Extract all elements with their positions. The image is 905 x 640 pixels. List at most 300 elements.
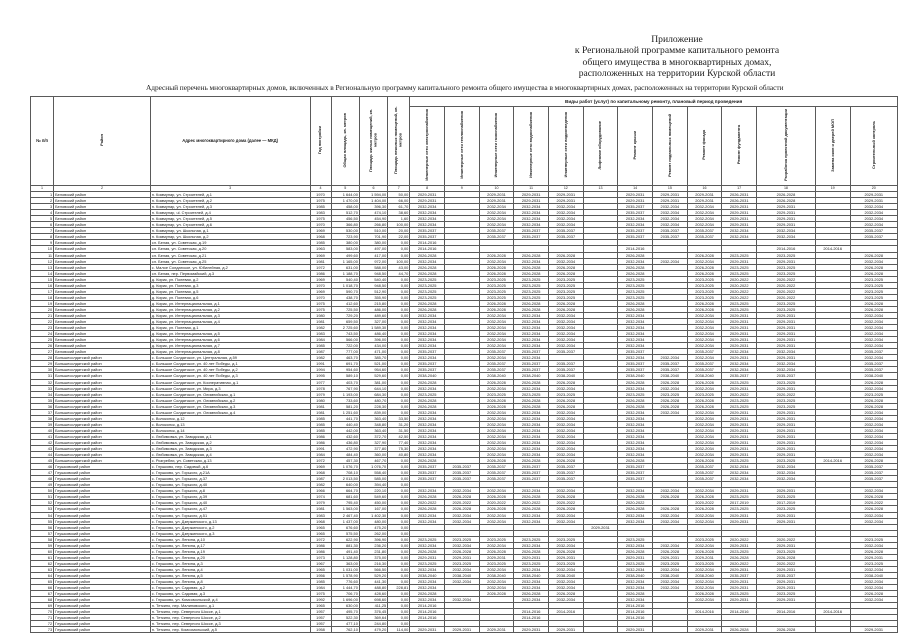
table-cell: 2032-2034 bbox=[757, 470, 816, 476]
table-cell: 2026-2028 bbox=[514, 403, 549, 409]
table-cell: 8 bbox=[31, 234, 54, 240]
table-cell: 2032-2034 bbox=[757, 349, 816, 355]
table-cell: 2029-2031 bbox=[618, 554, 653, 560]
table-cell: 2032-2034 bbox=[548, 421, 583, 427]
table-cell: 376,45 bbox=[359, 609, 387, 615]
table-cell: 2026-2028 bbox=[653, 506, 688, 512]
table-cell: 2032-2034 bbox=[687, 210, 722, 216]
table-cell: 2026-2028 bbox=[479, 591, 514, 597]
table-cell: 1985 bbox=[310, 427, 331, 433]
table-cell: Глушковский район bbox=[54, 524, 151, 530]
table-cell: 2032-2034 bbox=[514, 518, 549, 524]
table-cell: 2032-2034 bbox=[410, 337, 445, 343]
table-cell: 723,90 bbox=[331, 234, 359, 240]
table-cell: 2038-2040 bbox=[444, 573, 479, 579]
table-cell: 67 bbox=[31, 591, 54, 597]
table-cell: 1985 bbox=[310, 204, 331, 210]
table-cell: 2023-2025 bbox=[514, 560, 549, 566]
table-cell: 327,90 bbox=[359, 439, 387, 445]
table-cell: 9 bbox=[31, 240, 54, 246]
table-cell: 684,30 bbox=[359, 391, 387, 397]
table-cell: 2023-2025 bbox=[410, 391, 445, 397]
table-cell: 2014-2016 bbox=[410, 246, 445, 252]
table-cell: Беловский район bbox=[54, 270, 151, 276]
table-cell: 2032-2034 bbox=[410, 597, 445, 603]
table-cell: 2038-2040 bbox=[687, 373, 722, 379]
table-cell: 2014-2016 bbox=[410, 609, 445, 615]
table-cell: 2035-2037 bbox=[410, 361, 445, 367]
table-cell: 2029-2031 bbox=[722, 488, 757, 494]
table-cell: 2026-2028 bbox=[514, 270, 549, 276]
table-cell: 2029-2031 bbox=[410, 554, 445, 560]
table-cell: 2032-2034 bbox=[410, 452, 445, 458]
table-cell: Беловский район bbox=[54, 306, 151, 312]
table-cell: 77,40 bbox=[388, 439, 410, 445]
table-cell: 2029-2031 bbox=[722, 210, 757, 216]
table-cell: 2032-2034 bbox=[548, 385, 583, 391]
table-cell: 2038-2040 bbox=[410, 373, 445, 379]
table-cell: 2023-2025 bbox=[479, 282, 514, 288]
table-cell: 363,40 bbox=[359, 415, 387, 421]
table-cell: 434,00 bbox=[359, 343, 387, 349]
table-cell: 1982 bbox=[310, 482, 331, 488]
table-cell: 463,70 bbox=[331, 355, 359, 361]
table-cell: 2035-2037 bbox=[514, 476, 549, 482]
table-cell: 2032-2034 bbox=[548, 585, 583, 591]
table-cell: 2032-2034 bbox=[687, 355, 722, 361]
table-cell: 441,70 bbox=[331, 415, 359, 421]
table-cell: 2026-2028 bbox=[410, 306, 445, 312]
table-cell: 2023-2025 bbox=[757, 270, 816, 276]
table-cell: 1985 bbox=[310, 240, 331, 246]
table-cell: 21 bbox=[31, 312, 54, 318]
table-cell: 2023-2025 bbox=[722, 300, 757, 306]
table-cell: 2029-2031 bbox=[757, 331, 816, 337]
table-cell: 2032-2034 bbox=[618, 446, 653, 452]
table-cell: 1974 bbox=[310, 494, 331, 500]
table-cell: 2029-2031 bbox=[722, 452, 757, 458]
table-cell: 2035-2037 bbox=[479, 234, 514, 240]
table-cell: 2032-2034 bbox=[444, 597, 479, 603]
table-cell: 375,00 bbox=[359, 554, 387, 560]
table-cell: Беловский район bbox=[54, 222, 151, 228]
table-cell: 698,60 bbox=[359, 597, 387, 603]
table-cell: 2032-2034 bbox=[514, 319, 549, 325]
table-cell: 1957 bbox=[310, 615, 331, 621]
table-cell: 2029-2031 bbox=[722, 597, 757, 603]
table-cell: Глушковский район bbox=[54, 579, 151, 585]
table-cell: 2029-2031 bbox=[722, 312, 757, 318]
table-cell: 2023-2025 bbox=[410, 294, 445, 300]
table-cell: 2026-2028 bbox=[410, 494, 445, 500]
table-cell: 2032-2034 bbox=[850, 319, 897, 325]
table-cell: 2026-2028 bbox=[687, 591, 722, 597]
table-cell: 2032-2034 bbox=[687, 331, 722, 337]
table-cell: 2026-2031 bbox=[722, 198, 757, 204]
table-cell: 2023-2025 bbox=[618, 391, 653, 397]
table-cell: 2029-2031 bbox=[722, 258, 757, 264]
table-cell: 2014-2016 bbox=[514, 615, 549, 621]
table-cell: 1986 bbox=[310, 542, 331, 548]
table-cell: 2 467,40 bbox=[331, 512, 359, 518]
table-cell: 2026-2028 bbox=[479, 506, 514, 512]
header-design-docs: Разработка проектной документации bbox=[757, 107, 816, 186]
table-cell: 2032-2034 bbox=[687, 518, 722, 524]
table-cell: 2035-2037 bbox=[687, 476, 722, 482]
table-cell: 2026-2028 bbox=[850, 270, 897, 276]
table-cell: 1970 bbox=[310, 282, 331, 288]
column-number: 19 bbox=[815, 186, 850, 192]
table-cell: 2035-2037 bbox=[548, 367, 583, 373]
table-cell: 0,00 bbox=[388, 458, 410, 464]
table-cell: 2032-2034 bbox=[479, 585, 514, 591]
table-cell: 480,70 bbox=[359, 397, 387, 403]
table-cell: 1 470,00 bbox=[331, 198, 359, 204]
table-cell: 2032-2034 bbox=[618, 542, 653, 548]
table-cell: 2032-2034 bbox=[548, 439, 583, 445]
table-cell: 2038-2040 bbox=[653, 573, 688, 579]
table-cell: 2026-2028 bbox=[479, 270, 514, 276]
table-cell: 228,30 bbox=[359, 403, 387, 409]
table-cell: 0,00 bbox=[388, 494, 410, 500]
table-cell: 0,00 bbox=[388, 530, 410, 536]
table-cell: 2023-2025 bbox=[722, 403, 757, 409]
table-cell: Беловский район bbox=[54, 312, 151, 318]
table-cell: 2023-2025 bbox=[548, 288, 583, 294]
table-cell: с. Волоконск, д.13 bbox=[150, 421, 310, 427]
table-cell: 2038-2040 bbox=[850, 573, 897, 579]
table-cell: 2026-2028 bbox=[410, 270, 445, 276]
table-cell: 2035-2037 bbox=[479, 361, 514, 367]
table-cell: 2014-2016 bbox=[815, 246, 850, 252]
table-cell: 2026-2028 bbox=[618, 306, 653, 312]
table-cell: 369,64 bbox=[359, 615, 387, 621]
table-cell: 2035-2037 bbox=[548, 361, 583, 367]
table-cell: 2032-2034 bbox=[548, 452, 583, 458]
table-cell: 51 bbox=[31, 494, 54, 500]
table-cell: 2032-2034 bbox=[410, 343, 445, 349]
table-cell: 244,80 bbox=[359, 621, 387, 627]
table-cell: 49 bbox=[31, 482, 54, 488]
table-cell: Беловский район bbox=[54, 246, 151, 252]
table-cell: 34 bbox=[31, 391, 54, 397]
table-cell: 2026-2028 bbox=[757, 192, 816, 198]
table-cell: 2038-2040 bbox=[410, 573, 445, 579]
table-cell: п. Коммунар, ул. Строителей, д.3 bbox=[150, 204, 310, 210]
table-cell: 2023-2025 bbox=[479, 391, 514, 397]
table-cell: 691,70 bbox=[331, 361, 359, 367]
table-cell: 2032-2034 bbox=[850, 427, 897, 433]
table-cell: 0,00 bbox=[388, 240, 410, 246]
table-cell: 2032-2034 bbox=[850, 204, 897, 210]
table-cell: 2029-2031 bbox=[757, 512, 816, 518]
table-cell: 2032-2034 bbox=[850, 542, 897, 548]
table-cell: 2032-2034 bbox=[444, 566, 479, 572]
table-cell: 0,00 bbox=[388, 300, 410, 306]
table-cell: 729,20 bbox=[331, 312, 359, 318]
table-cell: 2026-2028 bbox=[618, 252, 653, 258]
table-cell: 2032-2034 bbox=[687, 579, 722, 585]
table-cell: 2035-2037 bbox=[548, 234, 583, 240]
table-cell: 2032-2034 bbox=[687, 319, 722, 325]
table-cell: 2023-2025 bbox=[514, 294, 549, 300]
table-cell: 30 bbox=[31, 367, 54, 373]
table-cell: 1981 bbox=[310, 319, 331, 325]
table-cell: 2026-2028 bbox=[850, 591, 897, 597]
table-cell: 2035-2037 bbox=[514, 349, 549, 355]
table-cell: 2026-2028 bbox=[479, 264, 514, 270]
table-cell: 2026-2028 bbox=[687, 403, 722, 409]
table-cell bbox=[815, 627, 850, 633]
table-cell: 2029-2031 bbox=[618, 192, 653, 198]
table-cell: 2032-2034 bbox=[479, 512, 514, 518]
table-cell: 2023-2025 bbox=[722, 306, 757, 312]
table-cell: 2020-2022 bbox=[757, 294, 816, 300]
table-cell: 2026-2028 bbox=[548, 270, 583, 276]
table-cell: 0,00 bbox=[388, 349, 410, 355]
column-number: 3 bbox=[150, 186, 310, 192]
table-cell: 2032-2034 bbox=[410, 542, 445, 548]
table-cell: Глушковский район bbox=[54, 470, 151, 476]
header-electric: Инженерные сети электроснабжения bbox=[410, 107, 445, 186]
table-cell: 1963 bbox=[310, 246, 331, 252]
table-cell: 2032-2034 bbox=[444, 542, 479, 548]
table-cell: 2032-2034 bbox=[687, 427, 722, 433]
table-cell: 380,00 bbox=[331, 240, 359, 246]
table-cell: 2032-2034 bbox=[618, 439, 653, 445]
table-cell: 2020-2022 bbox=[722, 294, 757, 300]
table-cell: 2032-2034 bbox=[514, 343, 549, 349]
table-cell: 2029-2031 bbox=[757, 312, 816, 318]
table-cell: 2032-2034 bbox=[410, 312, 445, 318]
table-cell: с. Глушково, ул. Комсомольской, д.4 bbox=[150, 597, 310, 603]
table-cell: 2032-2034 bbox=[548, 488, 583, 494]
table-cell: 2035-2037 bbox=[618, 349, 653, 355]
table-cell: 2020-2022 bbox=[757, 391, 816, 397]
table-cell: Глушковский район bbox=[54, 615, 151, 621]
table-cell: 529,20 bbox=[359, 573, 387, 579]
table-cell: 31 bbox=[31, 373, 54, 379]
table-cell: 2026-2028 bbox=[618, 300, 653, 306]
table-cell: 2029-2031 bbox=[548, 192, 583, 198]
header-area: Общая площадь, кв. метров bbox=[331, 97, 359, 186]
table-cell: Беловский район bbox=[54, 319, 151, 325]
table-cell: 486,00 bbox=[359, 306, 387, 312]
table-cell: 2032-2034 bbox=[618, 312, 653, 318]
table-cell: 2014-2016 bbox=[618, 603, 653, 609]
table-cell: 18 bbox=[31, 294, 54, 300]
table-cell: 0,00 bbox=[388, 403, 410, 409]
table-cell: 2026-2028 bbox=[514, 591, 549, 597]
table-cell: 1986 bbox=[310, 270, 331, 276]
table-cell: 2032-2034 bbox=[687, 488, 722, 494]
table-cell: 458,00 bbox=[331, 204, 359, 210]
table-cell: 2035-2037 bbox=[687, 349, 722, 355]
table-cell: 2026-2028 bbox=[410, 591, 445, 597]
table-cell: 2020-2022 bbox=[722, 391, 757, 397]
table-cell: 2029-2031 bbox=[722, 518, 757, 524]
table-cell: 1956 bbox=[310, 573, 331, 579]
table-cell: 2026-2028 bbox=[444, 506, 479, 512]
column-number: 17 bbox=[722, 186, 757, 192]
table-cell: 2032-2034 bbox=[653, 210, 688, 216]
table-cell: 2029-2031 bbox=[410, 192, 445, 198]
table-cell: с. Глушково, ул. Садовая, д.3 bbox=[150, 591, 310, 597]
table-cell: 2032-2034 bbox=[548, 337, 583, 343]
table-cell: 377,80 bbox=[359, 446, 387, 452]
table-cell: 2032-2034 bbox=[850, 512, 897, 518]
table-cell: 2032-2034 bbox=[618, 452, 653, 458]
table-cell: 14 bbox=[31, 270, 54, 276]
table-cell: 2023-2025 bbox=[618, 560, 653, 566]
table-cell: 1985 bbox=[310, 421, 331, 427]
table-cell: 48 bbox=[31, 476, 54, 482]
table-cell: 2029-2031 bbox=[850, 627, 897, 633]
table-cell: 61,70 bbox=[388, 204, 410, 210]
table-cell: 2038-2040 bbox=[479, 373, 514, 379]
table-cell: 2029-2031 bbox=[548, 198, 583, 204]
table-cell: 681,60 bbox=[331, 494, 359, 500]
table-cell: 1986 bbox=[310, 433, 331, 439]
table-cell: 2023-2025 bbox=[722, 270, 757, 276]
table-cell: 2032-2034 bbox=[722, 470, 757, 476]
table-cell: 63 bbox=[31, 566, 54, 572]
table-cell: 2026-2028 bbox=[850, 300, 897, 306]
table-cell: 1 594,00 bbox=[359, 192, 387, 198]
table-cell: 0,00 bbox=[388, 282, 410, 288]
table-cell: 2026-2028 bbox=[479, 252, 514, 258]
table-cell: 380,00 bbox=[359, 240, 387, 246]
table-cell: Беловский район bbox=[54, 331, 151, 337]
table-cell: 2032-2034 bbox=[618, 597, 653, 603]
table-cell: 2032-2034 bbox=[548, 343, 583, 349]
table-cell: 2029-2031 bbox=[444, 627, 479, 633]
table-cell: Глушковский район bbox=[54, 500, 151, 506]
table-cell: 2029-2031 bbox=[722, 216, 757, 222]
table-cell: 2032-2034 bbox=[618, 343, 653, 349]
header-address: Адрес многоквартирного дома (далее — МКД) bbox=[150, 97, 310, 186]
table-cell: 2032-2034 bbox=[410, 385, 445, 391]
table-cell: 2026-2028 bbox=[850, 494, 897, 500]
table-cell: 1985 bbox=[310, 343, 331, 349]
table-cell: 2032-2034 bbox=[850, 488, 897, 494]
table-cell: 777,00 bbox=[331, 349, 359, 355]
table-cell: 2023-2025 bbox=[722, 548, 757, 554]
header-elevator: Лифтовое оборудование bbox=[583, 107, 618, 186]
table-cell: д. Кирик, ул. Интернациональная, д.2 bbox=[150, 306, 310, 312]
table-cell: 2029-2031 bbox=[548, 554, 583, 560]
table-cell: 2023-2025 bbox=[850, 536, 897, 542]
table-cell: 2032-2034 bbox=[687, 452, 722, 458]
table-cell: 2032-2034 bbox=[479, 439, 514, 445]
table-cell: 2032-2034 bbox=[479, 579, 514, 585]
table-cell: 2035-2037 bbox=[444, 476, 479, 482]
table-cell: 2032-2034 bbox=[548, 512, 583, 518]
table-cell: Глушковский район bbox=[54, 506, 151, 512]
table-cell: 2032-2034 bbox=[618, 488, 653, 494]
table-cell: 2026-2028 bbox=[548, 306, 583, 312]
table-cell: 2026-2028 bbox=[514, 506, 549, 512]
table-cell: Большесолдатский район bbox=[54, 409, 151, 415]
table-cell: 0,00 bbox=[388, 560, 410, 566]
table-cell: 583,00 bbox=[331, 246, 359, 252]
table-cell: 2035-2037 bbox=[653, 361, 688, 367]
table-cell: 1969 bbox=[310, 288, 331, 294]
table-cell: д. Кирик, ул. Интернациональная, д.1 bbox=[150, 300, 310, 306]
table-cell: 2023-2025 bbox=[757, 548, 816, 554]
table-cell: 2023-2025 bbox=[687, 282, 722, 288]
table-cell: 454,90 bbox=[359, 216, 387, 222]
column-number: 2 bbox=[54, 186, 151, 192]
table-cell: 1975 bbox=[310, 198, 331, 204]
table-cell: 65 bbox=[31, 579, 54, 585]
table-cell: 2032-2034 bbox=[548, 433, 583, 439]
table-cell: 1970 bbox=[310, 192, 331, 198]
table-cell: 1966 bbox=[310, 488, 331, 494]
table-cell: 0,00 bbox=[388, 276, 410, 282]
table-cell: 57 bbox=[31, 530, 54, 536]
table-cell: 0,00 bbox=[388, 512, 410, 518]
table-cell: с. Большое Солдатское, ул. Олимпийская, д.2 bbox=[150, 397, 310, 403]
table-cell: 56 bbox=[31, 524, 54, 530]
table-cell: 4 bbox=[31, 210, 54, 216]
table-cell: 2035-2037 bbox=[514, 228, 549, 234]
table-cell: 68 bbox=[31, 597, 54, 603]
table-cell: 2032-2034 bbox=[653, 222, 688, 228]
header-facade: Ремонт фасада bbox=[687, 107, 722, 186]
table-cell: 2035-2037 bbox=[618, 234, 653, 240]
table-cell: 2032-2034 bbox=[410, 488, 445, 494]
table-cell: 477,10 bbox=[331, 621, 359, 627]
table-cell: 0,00 bbox=[388, 288, 410, 294]
table-cell: 2026-2028 bbox=[722, 627, 757, 633]
table-cell: 2026-2028 bbox=[479, 403, 514, 409]
appendix-line: общего имущества в многоквартирных домах, bbox=[582, 56, 772, 68]
table-cell: 2026-2028 bbox=[548, 252, 583, 258]
table-cell: с. Большое Солдатское, ул. 40 лет Победы, д.1 bbox=[150, 361, 310, 367]
table-cell: 0,00 bbox=[388, 615, 410, 621]
table-cell: 1968 bbox=[310, 518, 331, 524]
table-cell: 40,80 bbox=[388, 452, 410, 458]
table-cell: 2029-2031 bbox=[722, 325, 757, 331]
table-cell: с. Большое Солдатское, ул. Олимпийская, д.1 bbox=[150, 391, 310, 397]
table-cell: 2026-2028 bbox=[757, 554, 816, 560]
table-cell: 585,00 bbox=[359, 476, 387, 482]
table-cell: 2023-2025 bbox=[444, 560, 479, 566]
table-cell: 0,00 bbox=[388, 337, 410, 343]
column-number: 16 bbox=[687, 186, 722, 192]
table-cell: 2035-2037 bbox=[850, 349, 897, 355]
table-cell: Беловский район bbox=[54, 294, 151, 300]
table-cell: 1,60 bbox=[388, 216, 410, 222]
table-cell: 2020-2022 bbox=[757, 536, 816, 542]
table-cell: с. Волоконск, д.12 bbox=[150, 415, 310, 421]
table-cell: 58 bbox=[31, 536, 54, 542]
table-cell: 1 437,00 bbox=[331, 518, 359, 524]
table-cell: 2029-2031 bbox=[618, 627, 653, 633]
table-cell: 2029-2031 bbox=[722, 512, 757, 518]
table-cell: 28 bbox=[31, 355, 54, 361]
table-cell: 2032-2034 bbox=[514, 585, 549, 591]
table-cell: 2026-2028 bbox=[514, 306, 549, 312]
table-cell: 2023-2025 bbox=[618, 282, 653, 288]
table-cell: 2032-2034 bbox=[653, 579, 688, 585]
table-cell: 2014-2016 bbox=[815, 458, 850, 464]
table-cell: 2035-2037 bbox=[444, 464, 479, 470]
table-cell: 2032-2034 bbox=[479, 415, 514, 421]
table-cell: 2026-2028 bbox=[618, 397, 653, 403]
table-cell: 2035-2037 bbox=[479, 367, 514, 373]
